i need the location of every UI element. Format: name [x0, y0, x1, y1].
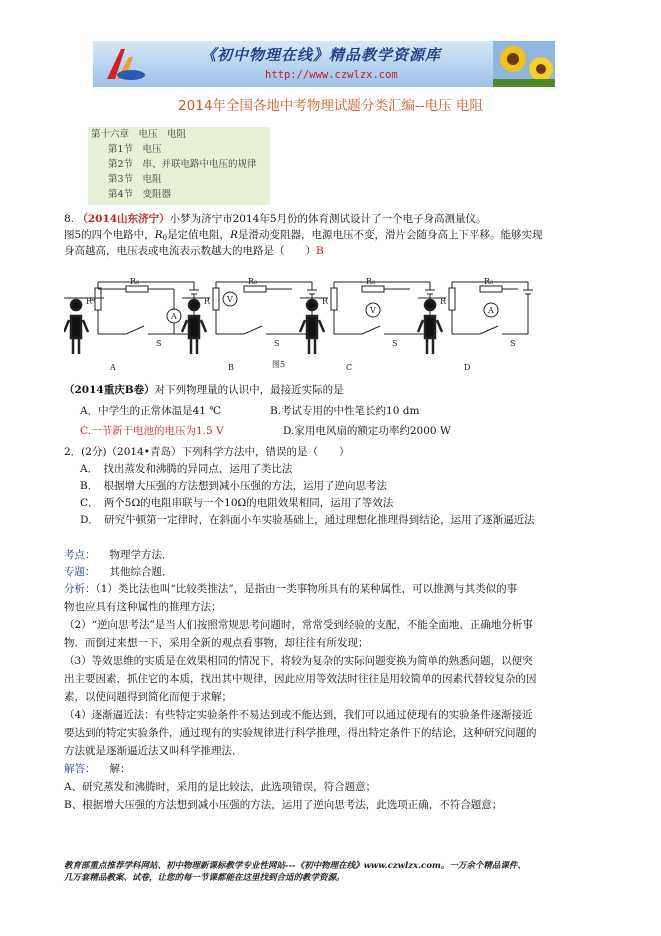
q8-line-3 — [64, 244, 594, 259]
toc-section: 第2节 串、并联电路中电压的规律 — [108, 159, 257, 170]
jieda-value: 解： — [109, 763, 131, 775]
jieda-row — [64, 762, 594, 777]
switch-label: S — [274, 339, 280, 348]
q8-text-2b: 是定值电阻， — [167, 229, 231, 241]
q8-answer: B — [316, 245, 324, 257]
kaodian-label: 考点： — [64, 549, 96, 561]
resistor-r0-label: R₀ — [248, 277, 258, 286]
q2-option-d: D． 研究牛顿第一定律时，在斜面小车实验基础上，通过理想化推理得到结论，运用了逐渐逼近法 — [80, 514, 535, 526]
resistor-r-label: R — [204, 297, 211, 306]
r0-subscript: 0 — [162, 234, 168, 242]
q8-source: （2014山东济宁） — [77, 213, 170, 225]
circuit-c — [300, 282, 435, 354]
analysis-line: （4）逐渐逼近法：有些特定实验条件不易达到或不能达到，我们可以通过使现有的实验条件逐渐接近 — [64, 709, 533, 721]
circuit-b — [182, 282, 317, 354]
q-cq-stem: 对下列物理量的认识中，最接近实际的是 — [154, 384, 344, 396]
zhuanti-value: 其他综合题． — [109, 566, 173, 578]
analysis-line: 素，以使问题得到简化而便于求解； — [64, 691, 232, 703]
analysis-line: （3）等效思维的实质是在效果相同的情况下，将较为复杂的实际问题变换为简单的熟悉问题，以便突 — [64, 655, 533, 667]
header-banner — [93, 41, 555, 87]
analysis-line: 物也应具有这种属性的推理方法； — [64, 601, 222, 613]
circuit-label: A — [110, 363, 116, 372]
sunflower-image — [493, 41, 555, 87]
q-cq-source: （2014重庆B卷） — [64, 384, 155, 396]
zhuanti-row — [64, 565, 594, 580]
toc-section: 第3节 电阻 — [108, 174, 162, 185]
q-cq-stem-line — [64, 383, 594, 398]
voltmeter-label: V — [227, 295, 233, 304]
page-footer — [64, 860, 604, 884]
q8-text-2c: 是滑动变阻器，电源电压不变，滑片会随身高上下平移。能够实现 — [237, 229, 543, 241]
jieda-label: 解答： — [64, 763, 96, 775]
analysis-line: （1）类比法也叫“比较类推法”，是指由一类事物所具有的某种属性，可以推测与其类似的事 — [95, 583, 518, 595]
resistor-r-label: R — [86, 297, 93, 306]
fenxi-label: 分析： — [64, 583, 96, 595]
analysis-line: 方法就是逐渐逼近法又叫科学推理法． — [64, 745, 243, 757]
q8-text-1: 小梦为济宁市2014年5月份的体育测试设计了一个电子身高测量仪。 — [169, 213, 487, 225]
circuit-a — [64, 282, 199, 354]
q2-option-a: A． 找出蒸发和沸腾的异同点，运用了类比法 — [80, 463, 293, 475]
q2-option-c: C． 两个5Ω的电阻串联与一个10Ω的电阻效果相同，运用了等效法 — [80, 497, 394, 509]
voltmeter-label: V — [370, 306, 376, 315]
switch-label: S — [392, 339, 398, 348]
q8-text-3: 身高越高，电压表或电流表示数越大的电路是（ ） — [64, 245, 316, 257]
q-cq-option-d: D.家用电风扇的额定功率约2000 W — [283, 425, 451, 437]
circuit-d — [418, 282, 533, 354]
toc-chapter: 第十六章 电压 电阻 — [91, 129, 187, 140]
footer-line-2: 几万套精品教案、试卷，让您的每一节课都能在这里找到合适的教学资源。 — [64, 873, 345, 883]
q-cq-option-b: B.考试专用的中性笔长约10 dm — [270, 405, 420, 417]
analysis-line: （2）“逆向思考法”是当人们按照常规思考问题时，常常受到经验的支配，不能全面地、正确地分析事 — [64, 619, 533, 631]
ammeter-label: A — [171, 312, 177, 321]
q8-text-2a: 图5的四个电路中， — [64, 229, 155, 241]
switch-label: S — [156, 339, 162, 348]
site-logo — [101, 45, 147, 83]
resistor-r0-label: R₀ — [484, 277, 494, 286]
zhuanti-label: 专题： — [64, 566, 96, 578]
fenxi-row — [64, 582, 594, 597]
toc-section: 第1节 电压 — [108, 144, 162, 155]
document-title: 2014年全国各地中考物理试题分类汇编--电压 电阻 — [178, 98, 483, 114]
q8-number: 8. — [64, 213, 75, 225]
q8-line-1 — [64, 212, 594, 227]
toc-section: 第4节 变阻器 — [108, 189, 172, 200]
q8-line-2 — [64, 228, 594, 243]
q2-stem: 2．(2分)（2014•青岛）下列科学方法中，错误的是（ ） — [64, 446, 350, 458]
figure-caption: 图5 — [272, 360, 286, 369]
resistor-r0-label: R₀ — [366, 277, 376, 286]
kaodian-row — [64, 548, 594, 563]
circuit-label: C — [346, 363, 353, 372]
q2-option-b: B． 根据增大压强的方法想到减小压强的方法，运用了逆向思考法 — [80, 480, 387, 492]
answer-line: A、研究蒸发和沸腾时，采用的是比较法，此选项错误，符合题意； — [64, 781, 377, 793]
kaodian-value: 物理学方法． — [109, 549, 173, 561]
banner-url[interactable]: http://www.czwlzx.com — [265, 69, 398, 81]
switch-label: S — [510, 339, 516, 348]
analysis-line: 物．而倒过来想一下，采用全新的观点看事物，却往往有所发现； — [64, 637, 369, 649]
q-cq-option-c: C.一节新干电池的电压为1.5 V — [80, 425, 224, 437]
circuit-figure — [64, 276, 534, 373]
q-cq-option-a: A．中学生的正常体温是41 ℃ — [80, 405, 222, 417]
analysis-line: 要达到的特定实验条件，通过现有的实验规律进行科学推理，得出特定条件下的结论，这种研究问题的 — [64, 727, 537, 739]
circuit-label: D — [464, 363, 471, 372]
resistor-r-label: R — [440, 297, 447, 306]
footer-line-1: 教育部重点推荐学科网站、初中物理新课标教学专业性网站---《初中物理在线》www.czwlzx.com。一万余个精品课件、 — [64, 861, 526, 871]
ammeter-label: A — [488, 306, 494, 315]
circuit-label: B — [228, 363, 234, 372]
answer-line: B、根据增大压强的方法想到减小压强的方法，运用了逆向思考法，此选项正确，不符合题意； — [64, 799, 503, 811]
banner-title: 《初中物理在线》精品教学资源库 — [201, 46, 442, 64]
analysis-line: 出主要因素，抓住它的本质，找出其中规律，因此应用等效法时往往是用较简单的因素代替较复杂的因 — [64, 673, 537, 685]
r0-symbol: R — [154, 229, 163, 241]
chapter-outline — [88, 127, 270, 205]
resistor-r-label: R — [322, 297, 329, 306]
r-symbol: R — [230, 229, 238, 241]
resistor-r0-label: R₀ — [130, 277, 140, 286]
